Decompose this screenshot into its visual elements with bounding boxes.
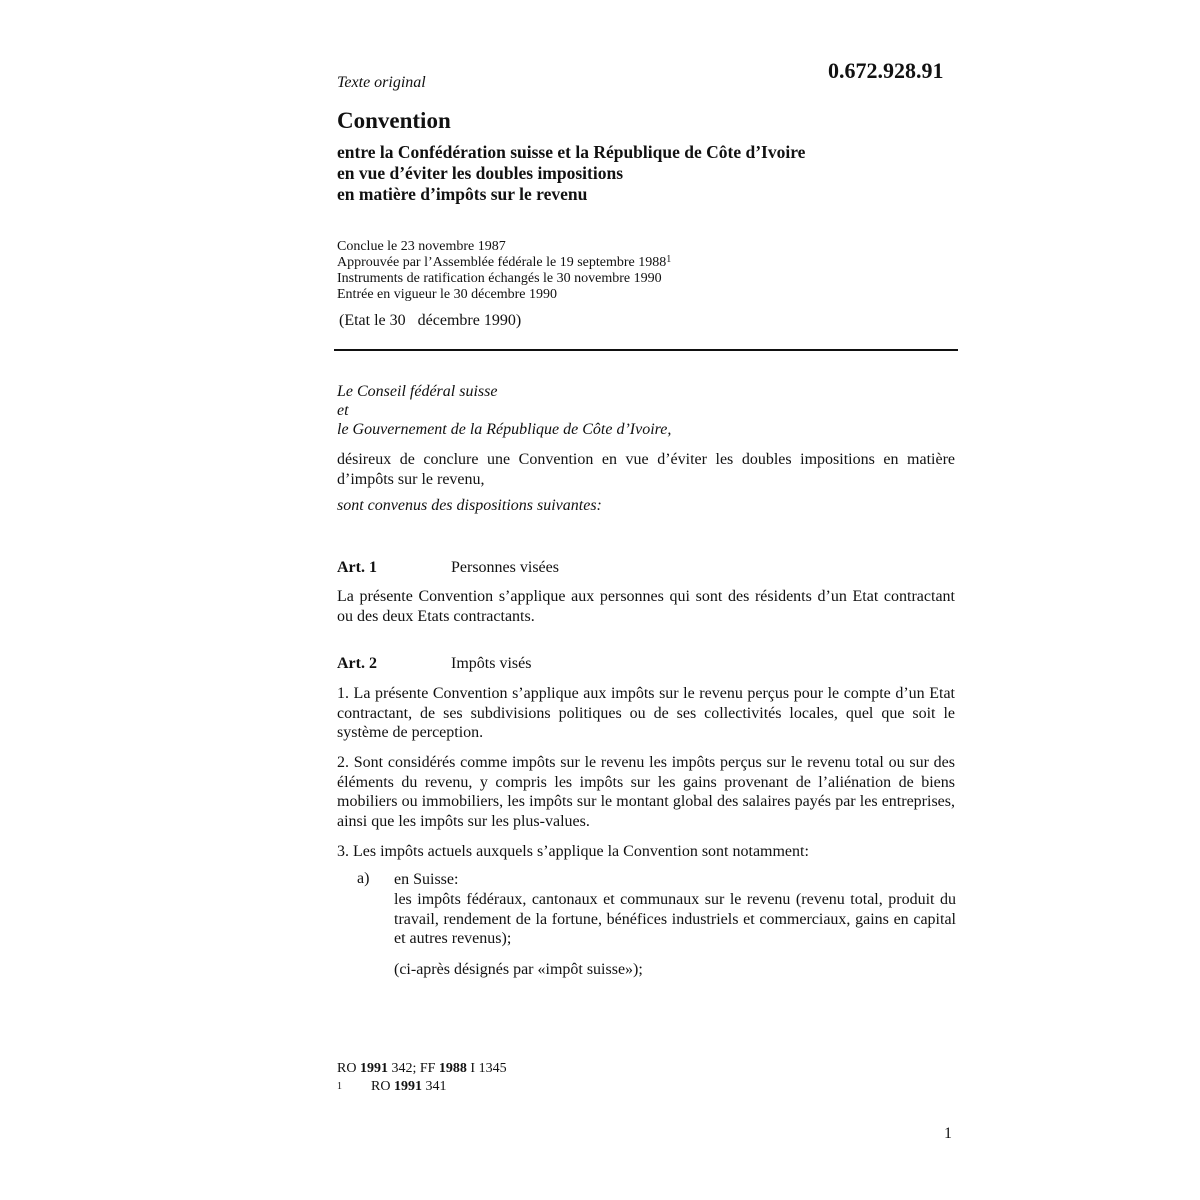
entry-into-force-line: Entrée en vigueur le 30 décembre 1990 xyxy=(337,287,558,302)
subtitle-line-1: entre la Confédération suisse et la République de Côte d’Ivoire xyxy=(337,142,806,162)
preamble-agreed: sont convenus des dispositions suivantes: xyxy=(337,497,602,514)
original-text-label: Texte original xyxy=(337,74,426,91)
item-a-heading: en Suisse: xyxy=(394,871,459,888)
header-divider xyxy=(334,349,958,351)
article-2-paragraph-2: 2. Sont considérés comme impôts sur le revenu les impôts perçus sur le revenu total ou sur des éléments du revenu, y compris les impôts sur les gains provenant de l’aliénation de biens mobiliers ou immobiliers, les impôts sur le montant global des salaires payés par les entreprises, ainsi que les impôts sur les plus-values. xyxy=(337,754,955,830)
status-date: (Etat le 30 décembre 1990) xyxy=(339,312,522,329)
item-a-note: (ci-après désignés par «impôt suisse»); xyxy=(394,961,643,978)
ro-prefix: RO xyxy=(337,1061,360,1076)
page-number: 1 xyxy=(944,1125,952,1142)
subtitle-line-2: en vue d’éviter les doubles impositions xyxy=(337,163,624,183)
article-2-number: Art. 2 xyxy=(337,655,377,672)
ff-year: 1988 xyxy=(438,1061,467,1076)
footnote-1-mark: 1 xyxy=(337,1081,342,1092)
ff-page: I 1345 xyxy=(466,1061,507,1076)
fn1-prefix: RO xyxy=(371,1079,394,1094)
concluded-date: Conclue le 23 novembre 1987 xyxy=(337,239,506,254)
document-subtitle xyxy=(337,142,805,205)
article-2-paragraph-1: 1. La présente Convention s’applique aux impôts sur le revenu perçus pour le compte d’un Etat contractant, de ses subdivisions politiques ou de ses collectivités locales, quel que soit le système de perception. xyxy=(337,685,955,741)
article-1-number: Art. 1 xyxy=(337,559,377,576)
subtitle-line-3: en matière d’impôts sur le revenu xyxy=(337,184,588,204)
ro-page: 342; FF xyxy=(387,1061,439,1076)
fn1-year: 1991 xyxy=(393,1079,422,1094)
approval-date: Approuvée par l’Assemblée fédérale le 19 septembre 1988 xyxy=(337,255,667,270)
preamble-desire: désireux de conclure une Convention en vue d’éviter les doubles impositions en matière d’impôts sur le revenu, xyxy=(337,451,955,488)
article-1-title: Personnes visées xyxy=(451,559,559,576)
article-1-heading xyxy=(337,559,559,577)
article-2-paragraph-3: 3. Les impôts actuels auxquels s’applique la Convention sont notamment: xyxy=(337,843,809,860)
publication-reference xyxy=(337,1060,507,1078)
item-a-label: a) xyxy=(357,870,370,887)
approval-line xyxy=(337,255,671,271)
article-2-heading xyxy=(337,655,531,673)
ro-year: 1991 xyxy=(359,1061,388,1076)
footnotes xyxy=(337,1060,507,1096)
article-2-title: Impôts visés xyxy=(451,655,532,672)
footnote-1 xyxy=(337,1078,507,1096)
item-a-text: les impôts fédéraux, cantonaux et communaux sur le revenu (revenu total, produit du travail, rendement de la fortune, bénéfices industriels et commerciaux, gains en capital et autres revenus); xyxy=(394,891,956,947)
footnote-ref-1[interactable]: 1 xyxy=(666,254,672,265)
party-1: Le Conseil fédéral suisse xyxy=(337,383,498,400)
preamble-parties xyxy=(337,382,671,439)
document-title: Convention xyxy=(337,108,451,133)
party-2: le Gouvernement de la République de Côte d’Ivoire, xyxy=(337,421,672,438)
fn1-page: 341 xyxy=(421,1079,447,1094)
sr-number: 0.672.928.91 xyxy=(828,58,944,83)
document-metadata xyxy=(337,239,671,303)
ratification-line: Instruments de ratification échangés le 30 novembre 1990 xyxy=(337,271,662,286)
article-1-paragraph: La présente Convention s’applique aux personnes qui sont des résidents d’un Etat contractant ou des deux Etats contractants. xyxy=(337,588,955,625)
party-conjunction: et xyxy=(337,402,349,419)
